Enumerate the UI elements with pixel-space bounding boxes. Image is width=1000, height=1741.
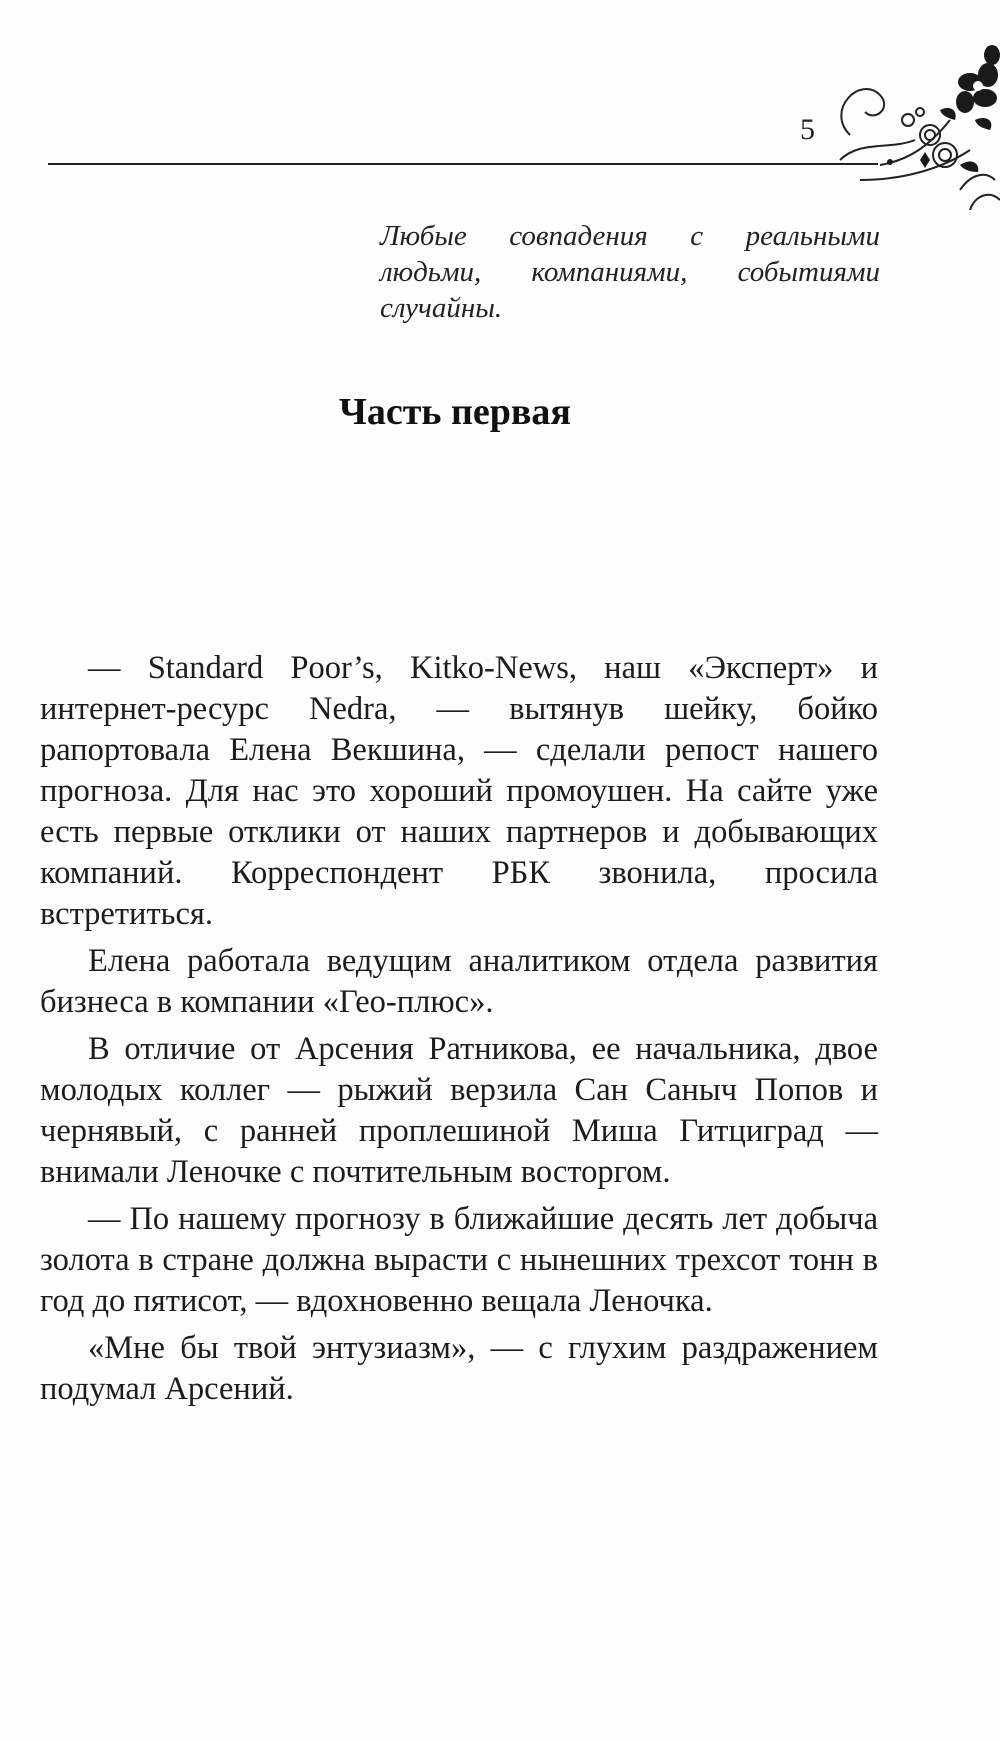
epigraph: Любые совпадения с реальными людьми, компаниями, событиями случайны. xyxy=(380,220,880,324)
body-text xyxy=(40,648,878,1416)
floral-ornament-icon xyxy=(820,40,1000,210)
page-number: 5 xyxy=(800,113,815,146)
paragraph: — По нашему прогнозу в ближайшие десять лет добыча золота в стране должна вырасти с нынешних трехсот тонн в год до пятисот, — вдохновенно вещала Леночка. xyxy=(40,1201,878,1319)
paragraph: — Standard Poor’s, Kitko-News, наш «Эксперт» и интернет-ресурс Nedra, — вытянув шейку, бойко рапортовала Елена Векшина, — сделали репост нашего прогноза. Для нас это хороший промоушен. На сайте уже есть первые отклики от наших партнеров и добывающих компаний. Корреспондент РБК звонила, просила встретиться. xyxy=(40,650,878,932)
paragraph: «Мне бы твой энтузиазм», — с глухим раздражением подумал Арсений. xyxy=(40,1330,878,1407)
paragraph: Елена работала ведущим аналитиком отдела развития бизнеса в компании «Гео-плюс». xyxy=(40,943,878,1020)
part-title: Часть первая xyxy=(339,391,571,433)
paragraph: В отличие от Арсения Ратникова, ее начальника, двое молодых коллег — рыжий верзила Сан Саныч Попов и чернявый, с ранней проплешиной Миша Гитциград — внимали Леночке с почтительным восторгом. xyxy=(40,1031,878,1190)
header-rule xyxy=(48,163,878,165)
